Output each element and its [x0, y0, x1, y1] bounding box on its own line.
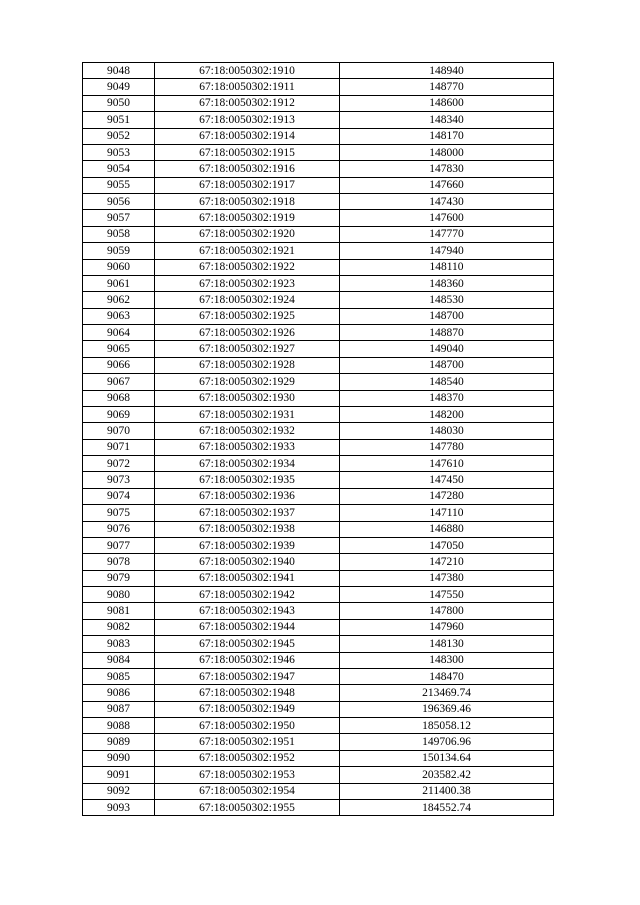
row-number-cell: 9068 [83, 390, 155, 406]
value-cell: 148170 [340, 128, 554, 144]
value-cell: 147050 [340, 537, 554, 553]
cadastral-number-cell: 67:18:0050302:1940 [155, 554, 340, 570]
value-cell: 148300 [340, 652, 554, 668]
cadastral-number-cell: 67:18:0050302:1945 [155, 636, 340, 652]
table-row [83, 603, 554, 619]
table-row [83, 668, 554, 684]
row-number-cell: 9062 [83, 292, 155, 308]
cadastral-number-cell: 67:18:0050302:1912 [155, 95, 340, 111]
value-cell: 147770 [340, 226, 554, 242]
table-row [83, 128, 554, 144]
row-number-cell: 9077 [83, 537, 155, 553]
value-cell: 148000 [340, 144, 554, 160]
value-cell: 148340 [340, 112, 554, 128]
table-row [83, 537, 554, 553]
value-cell: 147940 [340, 243, 554, 259]
row-number-cell: 9092 [83, 783, 155, 799]
value-cell: 147780 [340, 439, 554, 455]
table-row [83, 652, 554, 668]
row-number-cell: 9065 [83, 341, 155, 357]
row-number-cell: 9057 [83, 210, 155, 226]
value-cell: 148530 [340, 292, 554, 308]
value-cell: 147280 [340, 488, 554, 504]
cadastral-number-cell: 67:18:0050302:1938 [155, 521, 340, 537]
row-number-cell: 9063 [83, 308, 155, 324]
value-cell: 148030 [340, 423, 554, 439]
value-cell: 211400.38 [340, 783, 554, 799]
table-row [83, 63, 554, 79]
row-number-cell: 9049 [83, 79, 155, 95]
value-cell: 185058.12 [340, 718, 554, 734]
cadastral-number-cell: 67:18:0050302:1924 [155, 292, 340, 308]
cadastral-number-cell: 67:18:0050302:1952 [155, 750, 340, 766]
value-cell: 148940 [340, 63, 554, 79]
row-number-cell: 9055 [83, 177, 155, 193]
value-cell: 147210 [340, 554, 554, 570]
table-row [83, 406, 554, 422]
cadastral-value-table [82, 62, 554, 816]
cadastral-number-cell: 67:18:0050302:1951 [155, 734, 340, 750]
cadastral-number-cell: 67:18:0050302:1933 [155, 439, 340, 455]
table-row [83, 587, 554, 603]
cadastral-number-cell: 67:18:0050302:1926 [155, 325, 340, 341]
row-number-cell: 9069 [83, 406, 155, 422]
row-number-cell: 9061 [83, 275, 155, 291]
cadastral-number-cell: 67:18:0050302:1950 [155, 718, 340, 734]
value-cell: 147550 [340, 587, 554, 603]
cadastral-number-cell: 67:18:0050302:1929 [155, 374, 340, 390]
table-row [83, 619, 554, 635]
value-cell: 148470 [340, 668, 554, 684]
cadastral-number-cell: 67:18:0050302:1936 [155, 488, 340, 504]
row-number-cell: 9083 [83, 636, 155, 652]
table-row [83, 390, 554, 406]
table-row [83, 259, 554, 275]
table-row [83, 275, 554, 291]
cadastral-number-cell: 67:18:0050302:1918 [155, 194, 340, 210]
value-cell: 148700 [340, 357, 554, 373]
row-number-cell: 9087 [83, 701, 155, 717]
table-row [83, 357, 554, 373]
row-number-cell: 9093 [83, 799, 155, 815]
table-row [83, 243, 554, 259]
table-row [83, 521, 554, 537]
cadastral-number-cell: 67:18:0050302:1916 [155, 161, 340, 177]
cadastral-number-cell: 67:18:0050302:1932 [155, 423, 340, 439]
row-number-cell: 9051 [83, 112, 155, 128]
value-cell: 147430 [340, 194, 554, 210]
value-cell: 184552.74 [340, 799, 554, 815]
table-row [83, 374, 554, 390]
value-cell: 150134.64 [340, 750, 554, 766]
row-number-cell: 9054 [83, 161, 155, 177]
row-number-cell: 9090 [83, 750, 155, 766]
cadastral-number-cell: 67:18:0050302:1944 [155, 619, 340, 635]
value-cell: 147610 [340, 456, 554, 472]
row-number-cell: 9048 [83, 63, 155, 79]
value-cell: 147110 [340, 505, 554, 521]
table-row [83, 439, 554, 455]
row-number-cell: 9053 [83, 144, 155, 160]
cadastral-number-cell: 67:18:0050302:1942 [155, 587, 340, 603]
value-cell: 147830 [340, 161, 554, 177]
table-row [83, 799, 554, 815]
row-number-cell: 9086 [83, 685, 155, 701]
row-number-cell: 9060 [83, 259, 155, 275]
value-cell: 148360 [340, 275, 554, 291]
value-cell: 148540 [340, 374, 554, 390]
cadastral-number-cell: 67:18:0050302:1930 [155, 390, 340, 406]
row-number-cell: 9079 [83, 570, 155, 586]
cadastral-number-cell: 67:18:0050302:1910 [155, 63, 340, 79]
table-row [83, 767, 554, 783]
table-row [83, 325, 554, 341]
row-number-cell: 9059 [83, 243, 155, 259]
row-number-cell: 9078 [83, 554, 155, 570]
table-row [83, 488, 554, 504]
value-cell: 148870 [340, 325, 554, 341]
row-number-cell: 9084 [83, 652, 155, 668]
value-cell: 148370 [340, 390, 554, 406]
row-number-cell: 9082 [83, 619, 155, 635]
row-number-cell: 9064 [83, 325, 155, 341]
value-cell: 148200 [340, 406, 554, 422]
cadastral-number-cell: 67:18:0050302:1955 [155, 799, 340, 815]
table-row [83, 750, 554, 766]
value-cell: 196369.46 [340, 701, 554, 717]
table-row [83, 226, 554, 242]
table-row [83, 554, 554, 570]
row-number-cell: 9050 [83, 95, 155, 111]
cadastral-number-cell: 67:18:0050302:1953 [155, 767, 340, 783]
table-row [83, 177, 554, 193]
cadastral-number-cell: 67:18:0050302:1931 [155, 406, 340, 422]
table-row [83, 341, 554, 357]
row-number-cell: 9071 [83, 439, 155, 455]
value-cell: 147660 [340, 177, 554, 193]
row-number-cell: 9073 [83, 472, 155, 488]
cadastral-number-cell: 67:18:0050302:1914 [155, 128, 340, 144]
cadastral-number-cell: 67:18:0050302:1946 [155, 652, 340, 668]
cadastral-number-cell: 67:18:0050302:1917 [155, 177, 340, 193]
row-number-cell: 9085 [83, 668, 155, 684]
cadastral-number-cell: 67:18:0050302:1941 [155, 570, 340, 586]
value-cell: 213469.74 [340, 685, 554, 701]
row-number-cell: 9091 [83, 767, 155, 783]
row-number-cell: 9058 [83, 226, 155, 242]
table-row [83, 570, 554, 586]
cadastral-number-cell: 67:18:0050302:1919 [155, 210, 340, 226]
row-number-cell: 9081 [83, 603, 155, 619]
cadastral-number-cell: 67:18:0050302:1915 [155, 144, 340, 160]
cadastral-number-cell: 67:18:0050302:1947 [155, 668, 340, 684]
value-cell: 147380 [340, 570, 554, 586]
row-number-cell: 9080 [83, 587, 155, 603]
cadastral-number-cell: 67:18:0050302:1925 [155, 308, 340, 324]
table-row [83, 718, 554, 734]
table-row [83, 292, 554, 308]
cadastral-number-cell: 67:18:0050302:1920 [155, 226, 340, 242]
table-row [83, 505, 554, 521]
table-row [83, 161, 554, 177]
value-cell: 148770 [340, 79, 554, 95]
row-number-cell: 9074 [83, 488, 155, 504]
table-row [83, 112, 554, 128]
table-row [83, 472, 554, 488]
table-row [83, 144, 554, 160]
row-number-cell: 9076 [83, 521, 155, 537]
value-cell: 147450 [340, 472, 554, 488]
value-cell: 148700 [340, 308, 554, 324]
value-cell: 147800 [340, 603, 554, 619]
table-row [83, 783, 554, 799]
value-cell: 203582.42 [340, 767, 554, 783]
table-row [83, 636, 554, 652]
table-row [83, 456, 554, 472]
value-cell: 147960 [340, 619, 554, 635]
table-row [83, 308, 554, 324]
cadastral-number-cell: 67:18:0050302:1948 [155, 685, 340, 701]
table-row [83, 734, 554, 750]
cadastral-number-cell: 67:18:0050302:1954 [155, 783, 340, 799]
cadastral-number-cell: 67:18:0050302:1913 [155, 112, 340, 128]
table-row [83, 95, 554, 111]
cadastral-number-cell: 67:18:0050302:1922 [155, 259, 340, 275]
value-cell: 148130 [340, 636, 554, 652]
row-number-cell: 9072 [83, 456, 155, 472]
cadastral-number-cell: 67:18:0050302:1927 [155, 341, 340, 357]
value-cell: 149706.96 [340, 734, 554, 750]
cadastral-number-cell: 67:18:0050302:1937 [155, 505, 340, 521]
cadastral-number-cell: 67:18:0050302:1935 [155, 472, 340, 488]
table-row [83, 194, 554, 210]
row-number-cell: 9089 [83, 734, 155, 750]
cadastral-number-cell: 67:18:0050302:1934 [155, 456, 340, 472]
table-row [83, 685, 554, 701]
value-cell: 148600 [340, 95, 554, 111]
cadastral-number-cell: 67:18:0050302:1943 [155, 603, 340, 619]
row-number-cell: 9070 [83, 423, 155, 439]
row-number-cell: 9066 [83, 357, 155, 373]
cadastral-number-cell: 67:18:0050302:1923 [155, 275, 340, 291]
table-row [83, 423, 554, 439]
cadastral-number-cell: 67:18:0050302:1939 [155, 537, 340, 553]
row-number-cell: 9067 [83, 374, 155, 390]
table-row [83, 79, 554, 95]
table-body [83, 63, 554, 816]
value-cell: 147600 [340, 210, 554, 226]
row-number-cell: 9088 [83, 718, 155, 734]
value-cell: 148110 [340, 259, 554, 275]
value-cell: 149040 [340, 341, 554, 357]
row-number-cell: 9056 [83, 194, 155, 210]
value-cell: 146880 [340, 521, 554, 537]
cadastral-number-cell: 67:18:0050302:1921 [155, 243, 340, 259]
row-number-cell: 9052 [83, 128, 155, 144]
cadastral-number-cell: 67:18:0050302:1928 [155, 357, 340, 373]
table-row [83, 701, 554, 717]
row-number-cell: 9075 [83, 505, 155, 521]
table-row [83, 210, 554, 226]
cadastral-number-cell: 67:18:0050302:1911 [155, 79, 340, 95]
cadastral-number-cell: 67:18:0050302:1949 [155, 701, 340, 717]
